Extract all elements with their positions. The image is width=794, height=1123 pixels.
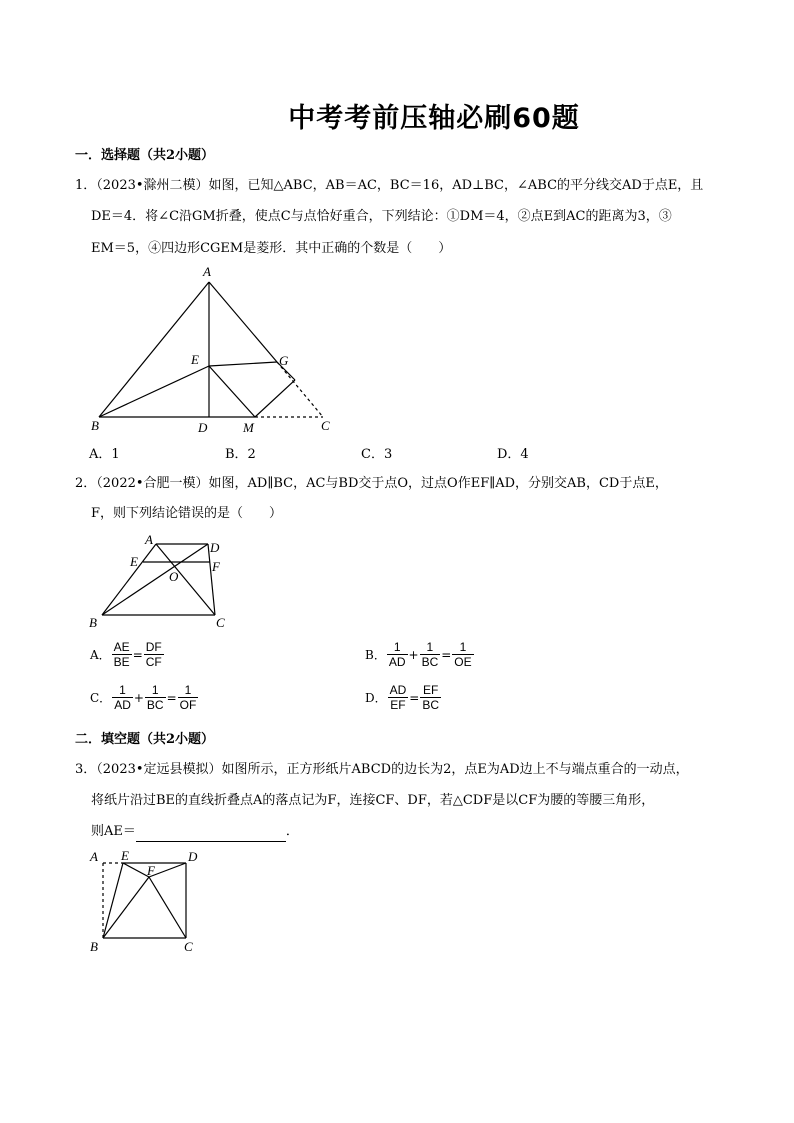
page-title: 中考考前压轴必刷60题 xyxy=(288,103,580,134)
q2-option-d: D． $\frac{AD}{EF}$ = $\frac{EF}{BC}$ xyxy=(365,683,440,712)
fraction: $\frac{1}{AD}$ xyxy=(114,683,131,712)
q2-label-e: E xyxy=(130,554,138,569)
q3-label-a: A xyxy=(90,849,98,864)
q3-text-line2: 将纸片沿过BE的直线折叠点A的落点记为F，连接CF、DF，若△CDF是以CF为腰的等腰三角形， xyxy=(91,793,655,808)
q1-label-c: C xyxy=(321,418,330,433)
q1-option-c: C．3 xyxy=(361,447,393,462)
section-heading-fill: 二．填空题（共2小题） xyxy=(75,732,215,747)
q1-edge-ag xyxy=(209,282,277,362)
q3-text-line3 xyxy=(91,822,299,842)
fraction: $\frac{1}{AD}$ xyxy=(388,640,406,669)
q3-label-e: E xyxy=(121,848,129,863)
q3-edge-ef xyxy=(123,863,149,877)
q1-text-line2: DE＝4．将∠C沿GM折叠，使点C与点恰好重合，下列结论：①DM＝4，②点E到AC的距离为3，③ xyxy=(91,209,672,224)
q1-label-d: D xyxy=(198,420,208,435)
q2-label-c: C xyxy=(216,615,225,630)
fraction: $\frac{1}{OF}$ xyxy=(179,683,197,712)
fraction: $\frac{AE}{BE}$ xyxy=(113,640,130,669)
q1-option-a: A．1 xyxy=(89,447,120,462)
q3-label-b: B xyxy=(90,939,98,954)
q2-edge-ab xyxy=(102,544,156,615)
q3-answer-blank[interactable] xyxy=(136,827,286,842)
q3-text-prefix: 则AE＝ xyxy=(91,824,136,839)
q1-label-m: M xyxy=(243,420,254,435)
q1-label-a: A xyxy=(203,264,211,279)
q2-option-c: C． $\frac{1}{AD}$ + $\frac{1}{BC}$ = $\frac{1}{OF}$ xyxy=(90,683,197,712)
q2-edge-bd xyxy=(102,544,208,615)
fraction: $\frac{AD}{EF}$ xyxy=(389,683,407,712)
q3-edge-bf xyxy=(103,877,149,938)
q2-label-b: B xyxy=(89,615,97,630)
q1-edge-be xyxy=(99,366,209,417)
q1-figure xyxy=(85,262,345,437)
q1-label-e: E xyxy=(191,352,199,367)
q3-text-suffix: ． xyxy=(285,824,299,839)
q1-edge-eg xyxy=(209,362,277,366)
q3-figure xyxy=(85,845,215,955)
q1-text-line3: EM＝5，④四边形CGEM是菱形．其中正确的个数是（ ） xyxy=(91,241,452,256)
q1-option-d: D．4 xyxy=(497,447,529,462)
q2-option-c-label: C． xyxy=(90,691,112,705)
fraction: $\frac{EF}{BC}$ xyxy=(422,683,440,712)
fraction: $\frac{1}{BC}$ xyxy=(146,683,164,712)
q3-text-line1: 3．（2023•定远县模拟）如图所示，正方形纸片ABCD的边长为2，点E为AD边上不与端点重合的一动点， xyxy=(75,762,689,777)
q3-label-c: C xyxy=(184,939,193,954)
q2-option-d-label: D． xyxy=(365,691,387,705)
fraction: $\frac{1}{BC}$ xyxy=(421,640,439,669)
q1-label-b: B xyxy=(91,418,99,433)
q1-edge-fold-m xyxy=(255,380,295,417)
q2-text-line1: 2．（2022•合肥一模）如图，AD∥BC，AC与BD交于点O，过点O作EF∥AD，分别交AB，CD于点E， xyxy=(75,476,668,491)
q3-edge-fc xyxy=(149,877,186,938)
q2-label-a: A xyxy=(145,532,153,547)
q2-option-a-label: A． xyxy=(90,648,111,662)
q1-label-g: G xyxy=(279,353,289,368)
q1-option-b: B．2 xyxy=(225,447,256,462)
q2-label-o: O xyxy=(169,569,179,584)
q2-option-b: B． $\frac{1}{AD}$ + $\frac{1}{BC}$ = $\frac{1}{OE}$ xyxy=(365,640,472,669)
fraction: $\frac{1}{OE}$ xyxy=(454,640,472,669)
section-heading-choice: 一．选择题（共2小题） xyxy=(75,148,215,163)
q2-edge-ac xyxy=(156,544,215,615)
q2-figure xyxy=(85,532,245,632)
q1-edge-ba xyxy=(99,282,209,417)
q2-label-f: F xyxy=(212,559,220,574)
q2-label-d: D xyxy=(210,540,220,555)
q2-option-b-label: B． xyxy=(365,648,386,662)
q2-text-line2: F，则下列结论错误的是（ ） xyxy=(91,506,283,521)
q3-label-f: F xyxy=(147,863,155,878)
q3-edge-be xyxy=(103,863,123,938)
q1-edge-em xyxy=(209,366,255,417)
q2-option-a: A． $\frac{AE}{BE}$ = $\frac{DF}{CF}$ xyxy=(90,640,162,669)
q1-text-line1: 1．（2023•滁州二模）如图，已知△ABC，AB＝AC，BC＝16，AD⊥BC，∠ABC的平分线交AD于点E，且 xyxy=(75,178,704,193)
q3-label-d: D xyxy=(188,849,198,864)
fraction: $\frac{DF}{CF}$ xyxy=(145,640,162,669)
